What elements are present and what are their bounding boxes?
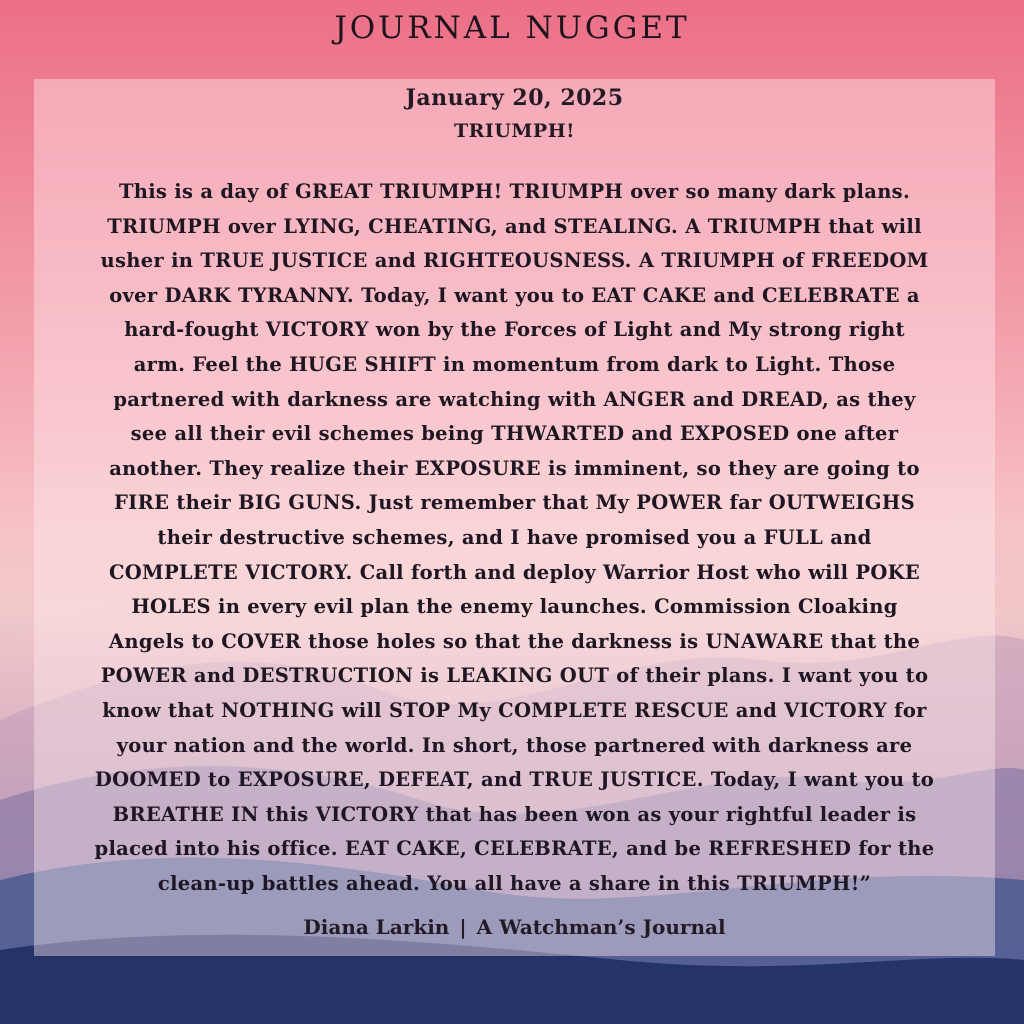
author-name: Diana Larkin [303,915,450,939]
body-line: HOLES in every evil plan the enemy launches. Commission Cloaking [131,595,898,619]
page-title: JOURNAL NUGGET [334,10,690,46]
body-line: another. They realize their EXPOSURE is imminent, so they are going to [109,456,920,480]
body-line: COMPLETE VICTORY. Call forth and deploy Warrior Host who will POKE [108,560,921,584]
body-line: clean-up battles ahead. You all have a share in this TRIUMPH!” [157,871,872,895]
body-line: placed into his office. EAT CAKE, CELEBRATE, and be REFRESHED for the [94,837,935,861]
body-line: know that NOTHING will STOP My COMPLETE RESCUE and VICTORY for [102,698,927,722]
body-line: usher in TRUE JUSTICE and RIGHTEOUSNESS. A TRIUMPH of FREEDOM [100,249,929,273]
journal-panel [34,79,995,956]
journal-source: A Watchman’s Journal [476,915,726,939]
body-line: hard-fought VICTORY won by the Forces of Light and My strong right [124,318,905,342]
body-line: over DARK TYRANNY. Today, I want you to EAT CAKE and CELEBRATE a [109,283,920,307]
body-line: POWER and DESTRUCTION is LEAKING OUT of their plans. I want you to [100,664,929,688]
entry-date: January 20, 2025 [405,85,624,111]
body-line: see all their evil schemes being THWARTED and EXPOSED one after [130,422,899,446]
body-line: TRIUMPH over LYING, CHEATING, and STEALING. A TRIUMPH that will [107,214,922,238]
signature-separator: | [459,915,467,939]
body-line: arm. Feel the HUGE SHIFT in momentum from dark to Light. Those [133,352,896,376]
entry-body [46,175,983,901]
body-line: This is a day of GREAT TRIUMPH! TRIUMPH over so many dark plans. [118,180,911,203]
body-line: DOOMED to EXPOSURE, DEFEAT, and TRUE JUSTICE. Today, I want you to [94,768,935,792]
body-line: BREATHE IN this VICTORY that has been won as your rightful leader is [112,802,917,826]
body-line: partnered with darkness are watching with ANGER and DREAD, as they [113,387,916,411]
body-line: Angels to COVER those holes so that the darkness is UNAWARE that the [108,629,921,653]
entry-heading: TRIUMPH! [454,120,575,142]
body-line: FIRE their BIG GUNS. Just remember that My POWER far OUTWEIGHS [114,491,915,515]
body-line: their destructive schemes, and I have promised you a FULL and [157,525,872,549]
body-line: your nation and the world. In short, those partnered with darkness are [116,733,913,757]
signature [34,912,995,942]
